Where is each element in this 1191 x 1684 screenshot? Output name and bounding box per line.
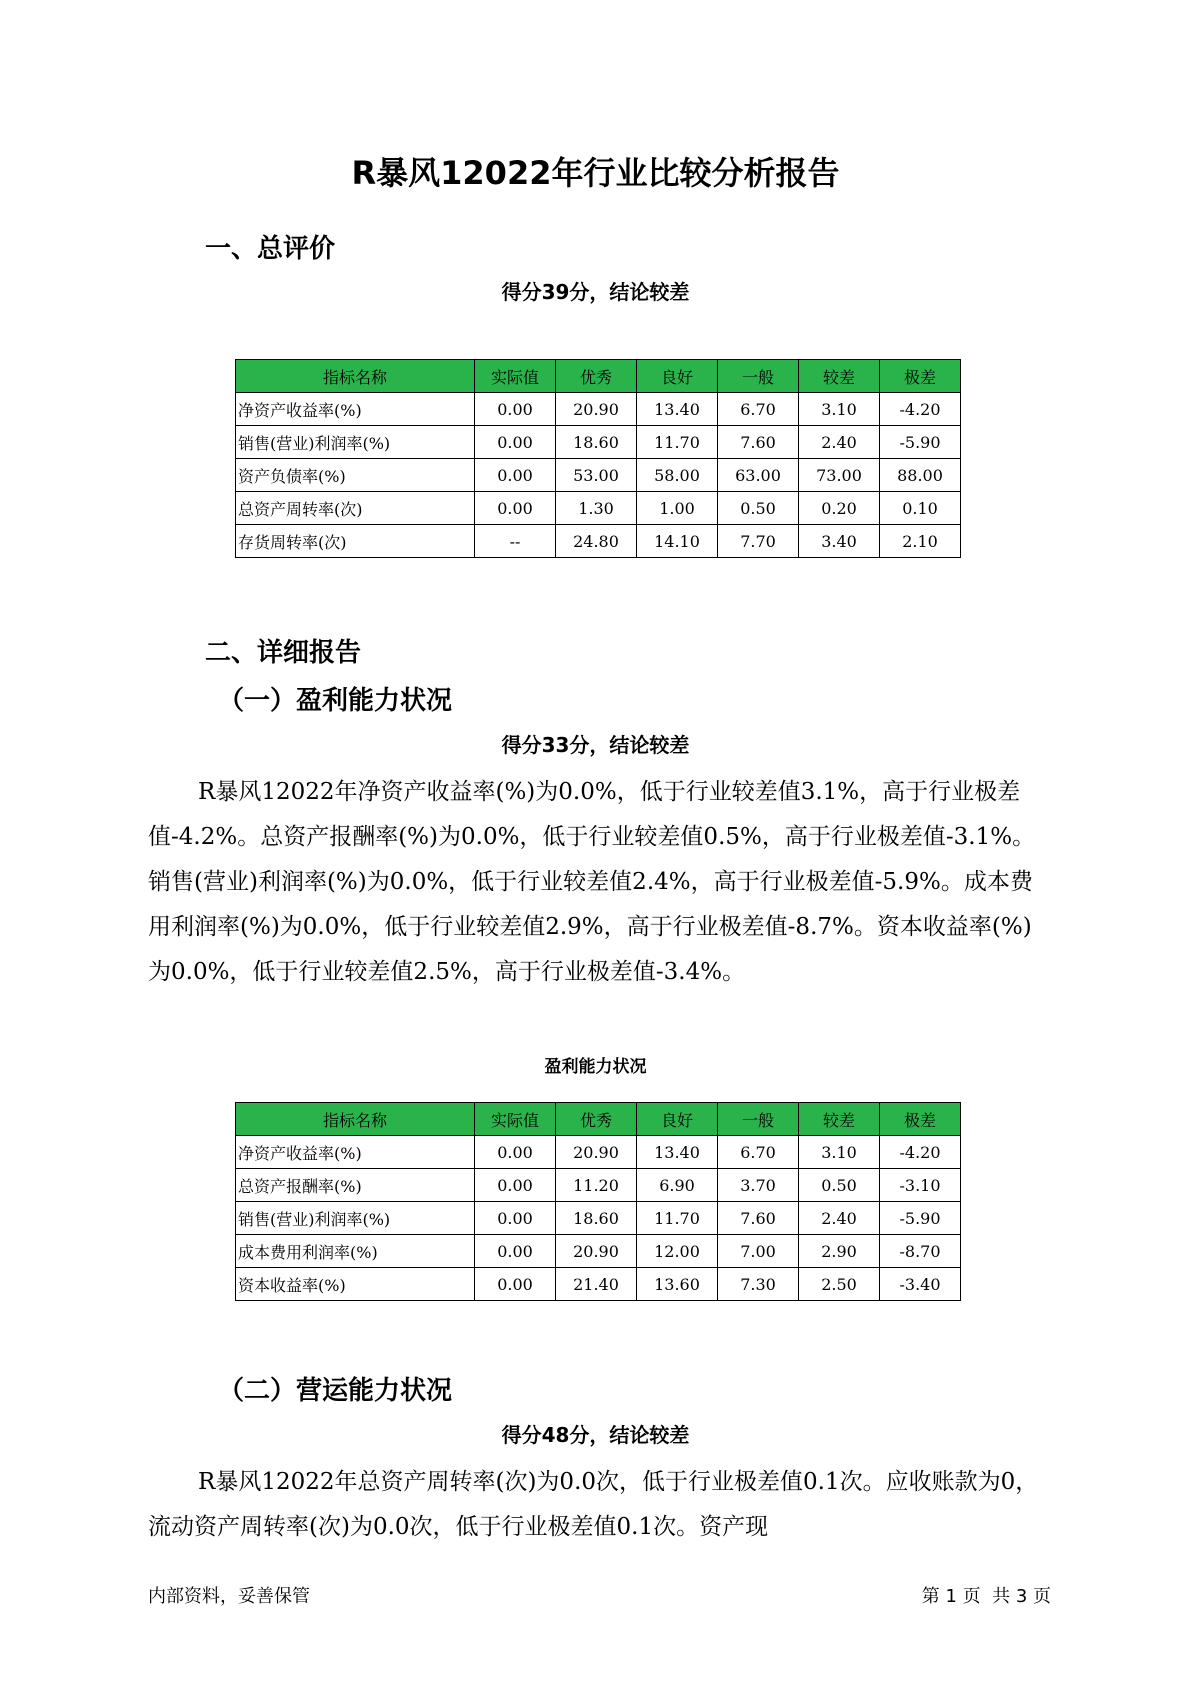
table-header-cell: 优秀 — [556, 1103, 637, 1136]
table-cell: 63.00 — [718, 459, 799, 492]
table-cell: 1.00 — [637, 492, 718, 525]
table-cell: 7.30 — [718, 1268, 799, 1301]
table-cell: 2.50 — [799, 1268, 880, 1301]
table-cell: 0.50 — [718, 492, 799, 525]
table-cell: 11.20 — [556, 1169, 637, 1202]
table-cell: 0.00 — [475, 1235, 556, 1268]
table-row-label: 销售(营业)利润率(%) — [236, 426, 475, 459]
table-row — [236, 1136, 961, 1169]
table-row — [236, 1202, 961, 1235]
table-cell: 11.70 — [637, 426, 718, 459]
table-header-cell: 优秀 — [556, 360, 637, 393]
table-row — [236, 459, 961, 492]
table-header-cell: 较差 — [799, 1103, 880, 1136]
table-cell: 13.40 — [637, 1136, 718, 1169]
table-cell: 3.10 — [799, 1136, 880, 1169]
table-cell: 0.00 — [475, 1202, 556, 1235]
section-heading-detail: 二、详细报告 — [205, 638, 362, 668]
profitability-score: 得分33分，结论较差 — [501, 733, 690, 757]
operations-paragraph: R暴风12022年总资产周转率(次)为0.0次，低于行业极差值0.1次。应收账款为0，流动资产周转率(次)为0.0次，低于行业极差值0.1次。资产现 — [148, 1469, 1039, 1540]
table-cell: 0.00 — [475, 1169, 556, 1202]
table-cell: 0.00 — [475, 393, 556, 426]
table-cell: 0.20 — [799, 492, 880, 525]
table-header-cell: 一般 — [718, 1103, 799, 1136]
table-row — [236, 492, 961, 525]
table-cell: 21.40 — [556, 1268, 637, 1301]
table-cell: 2.40 — [799, 426, 880, 459]
table-header-cell: 极差 — [880, 1103, 961, 1136]
table-cell: 73.00 — [799, 459, 880, 492]
table-cell: -3.40 — [880, 1268, 961, 1301]
report-title: R暴风12022年行业比较分析报告 — [351, 154, 840, 192]
table-header-cell: 指标名称 — [236, 360, 475, 393]
table-cell: 20.90 — [556, 1136, 637, 1169]
table-cell: -4.20 — [880, 1136, 961, 1169]
table-cell: -4.20 — [880, 393, 961, 426]
table-cell: -5.90 — [880, 426, 961, 459]
table-row-label: 资本收益率(%) — [236, 1268, 475, 1301]
table-row-label: 净资产收益率(%) — [236, 1136, 475, 1169]
table-header-cell: 良好 — [637, 1103, 718, 1136]
footer-page-number: 第 1 页 共 3 页 — [921, 1586, 1051, 1607]
table-cell: 18.60 — [556, 426, 637, 459]
table-cell: 13.60 — [637, 1268, 718, 1301]
table-cell: 7.70 — [718, 525, 799, 558]
section-heading-overall: 一、总评价 — [205, 234, 336, 264]
operations-score: 得分48分，结论较差 — [501, 1423, 690, 1447]
table-header-cell: 良好 — [637, 360, 718, 393]
table-cell: 2.90 — [799, 1235, 880, 1268]
table-row-label: 销售(营业)利润率(%) — [236, 1202, 475, 1235]
table-cell: 3.70 — [718, 1169, 799, 1202]
profitability-paragraph: R暴风12022年净资产收益率(%)为0.0%，低于行业较差值3.1%，高于行业极差值-4.2%。总资产报酬率(%)为0.0%，低于行业较差值0.5%，高于行业极差值-3.1%。销售(营业)利润率(%)为0.0%，低于行业较差值2.4%，高于行业极差值-5.9%。成本费用利润率(%)为0.0%，低于行业较差值2.9%，高于行业极差值-8.7%。资本收益率(%)为0.0%，低于行业较差值2.5%，高于行业极差值-3.4%。 — [148, 779, 1036, 985]
table-cell: 58.00 — [637, 459, 718, 492]
table-cell: -- — [475, 525, 556, 558]
table-cell: 14.10 — [637, 525, 718, 558]
table-cell: -5.90 — [880, 1202, 961, 1235]
overall-evaluation-table — [235, 359, 961, 558]
table-row — [236, 525, 961, 558]
table-row-label: 净资产收益率(%) — [236, 393, 475, 426]
table-header-row — [236, 360, 961, 393]
table-row-label: 存货周转率(次) — [236, 525, 475, 558]
table-cell: 12.00 — [637, 1235, 718, 1268]
table-row-label: 成本费用利润率(%) — [236, 1235, 475, 1268]
table-cell: 0.50 — [799, 1169, 880, 1202]
table-header-row — [236, 1103, 961, 1136]
table-cell: 2.10 — [880, 525, 961, 558]
table-row — [236, 1235, 961, 1268]
subsection-heading-profitability: （一）盈利能力状况 — [218, 686, 453, 716]
table-cell: 1.30 — [556, 492, 637, 525]
footer-confidential: 内部资料，妥善保管 — [148, 1586, 310, 1607]
table-cell: 7.00 — [718, 1235, 799, 1268]
table-row — [236, 1169, 961, 1202]
table-header-cell: 极差 — [880, 360, 961, 393]
profitability-table — [235, 1102, 961, 1301]
table-cell: 53.00 — [556, 459, 637, 492]
table-cell: 2.40 — [799, 1202, 880, 1235]
table-cell: 11.70 — [637, 1202, 718, 1235]
table-cell: 6.90 — [637, 1169, 718, 1202]
table-row-label: 总资产周转率(次) — [236, 492, 475, 525]
table-row — [236, 1268, 961, 1301]
table-header-cell: 一般 — [718, 360, 799, 393]
table-cell: 20.90 — [556, 393, 637, 426]
table-header-cell: 较差 — [799, 360, 880, 393]
table-cell: 0.00 — [475, 459, 556, 492]
table-header-cell: 指标名称 — [236, 1103, 475, 1136]
table-cell: 3.10 — [799, 393, 880, 426]
table-header-cell: 实际值 — [475, 360, 556, 393]
table-cell: 20.90 — [556, 1235, 637, 1268]
table-cell: 7.60 — [718, 426, 799, 459]
table-cell: 0.00 — [475, 1136, 556, 1169]
table-cell: 7.60 — [718, 1202, 799, 1235]
table-cell: 0.00 — [475, 492, 556, 525]
table-cell: -3.10 — [880, 1169, 961, 1202]
table-cell: 3.40 — [799, 525, 880, 558]
table-cell: 24.80 — [556, 525, 637, 558]
table-row — [236, 393, 961, 426]
table-cell: 0.00 — [475, 1268, 556, 1301]
table-cell: 13.40 — [637, 393, 718, 426]
table-row-label: 资产负债率(%) — [236, 459, 475, 492]
overall-score: 得分39分，结论较差 — [501, 280, 690, 304]
table-cell: 6.70 — [718, 393, 799, 426]
table-row-label: 总资产报酬率(%) — [236, 1169, 475, 1202]
table-cell: 0.10 — [880, 492, 961, 525]
profitability-table-caption: 盈利能力状况 — [544, 1057, 647, 1077]
table-row — [236, 426, 961, 459]
table-cell: 88.00 — [880, 459, 961, 492]
table-header-cell: 实际值 — [475, 1103, 556, 1136]
subsection-heading-operations: （二）营运能力状况 — [218, 1376, 453, 1406]
table-cell: 0.00 — [475, 426, 556, 459]
table-cell: -8.70 — [880, 1235, 961, 1268]
table-cell: 6.70 — [718, 1136, 799, 1169]
table-cell: 18.60 — [556, 1202, 637, 1235]
